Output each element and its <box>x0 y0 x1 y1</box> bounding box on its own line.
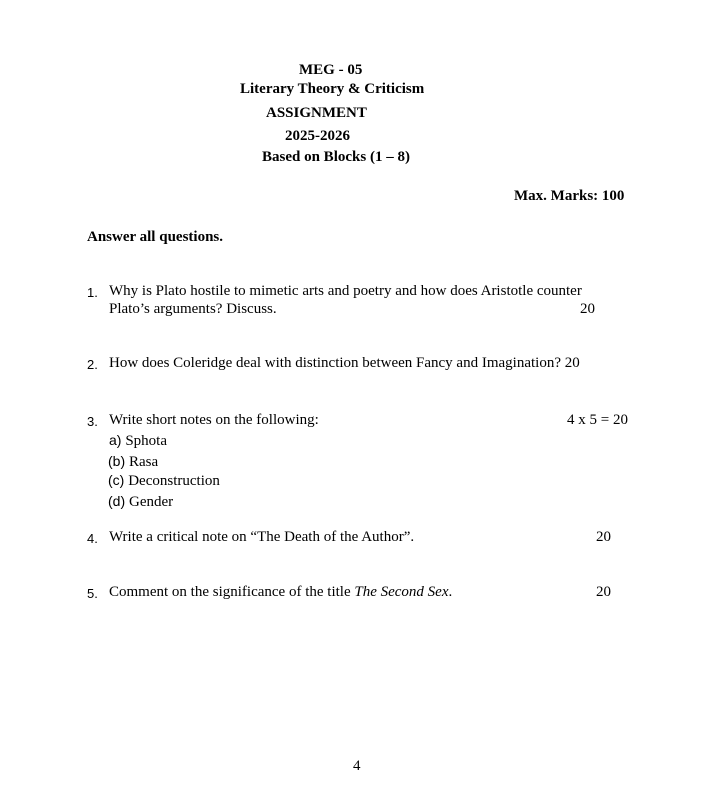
question-text-before: Comment on the significance of the title <box>109 584 355 600</box>
document-type: ASSIGNMENT <box>266 105 367 121</box>
question-number: 1. <box>87 285 98 300</box>
sub-item-c <box>108 471 220 490</box>
page-number: 4 <box>353 758 361 774</box>
sub-item-d <box>108 492 173 511</box>
question-text: How does Coleridge deal with distinction between Fancy and Imagination? 20 <box>109 355 580 371</box>
sub-item-label: (d) <box>108 493 126 509</box>
question-number: 4. <box>87 531 98 546</box>
sub-item-label: (c) <box>108 472 125 488</box>
question-marks: 20 <box>596 584 611 600</box>
sub-item-text: Deconstruction <box>128 473 220 489</box>
sub-item-label: a) <box>109 432 122 448</box>
sub-item-text: Gender <box>129 494 174 510</box>
sub-item-label: (b) <box>108 453 126 469</box>
question-number: 2. <box>87 357 98 372</box>
question-text-after: . <box>448 584 453 600</box>
sub-item-text: Rasa <box>129 454 159 470</box>
session-year: 2025-2026 <box>285 128 350 144</box>
question-text: Write short notes on the following: <box>109 412 319 428</box>
question-number: 5. <box>87 586 98 601</box>
course-code: MEG - 05 <box>299 62 363 78</box>
sub-item-a <box>109 431 167 450</box>
course-title: Literary Theory & Criticism <box>240 81 425 97</box>
blocks-coverage: Based on Blocks (1 – 8) <box>262 149 410 165</box>
question-text <box>109 583 452 601</box>
question-text-line-2: Plato’s arguments? Discuss. <box>109 301 277 317</box>
question-marks: 20 <box>580 301 595 317</box>
question-marks: 4 x 5 = 20 <box>567 412 628 428</box>
book-title: The Second Sex <box>354 584 449 600</box>
question-text-line-1: Why is Plato hostile to mimetic arts and poetry and how does Aristotle counter <box>109 283 582 299</box>
sub-item-b <box>108 452 158 471</box>
question-text: Write a critical note on “The Death of the Author”. <box>109 529 415 545</box>
instruction: Answer all questions. <box>87 229 223 245</box>
question-marks: 20 <box>596 529 611 545</box>
sub-item-text: Sphota <box>125 433 168 449</box>
max-marks: Max. Marks: 100 <box>514 188 625 204</box>
question-number: 3. <box>87 414 98 429</box>
